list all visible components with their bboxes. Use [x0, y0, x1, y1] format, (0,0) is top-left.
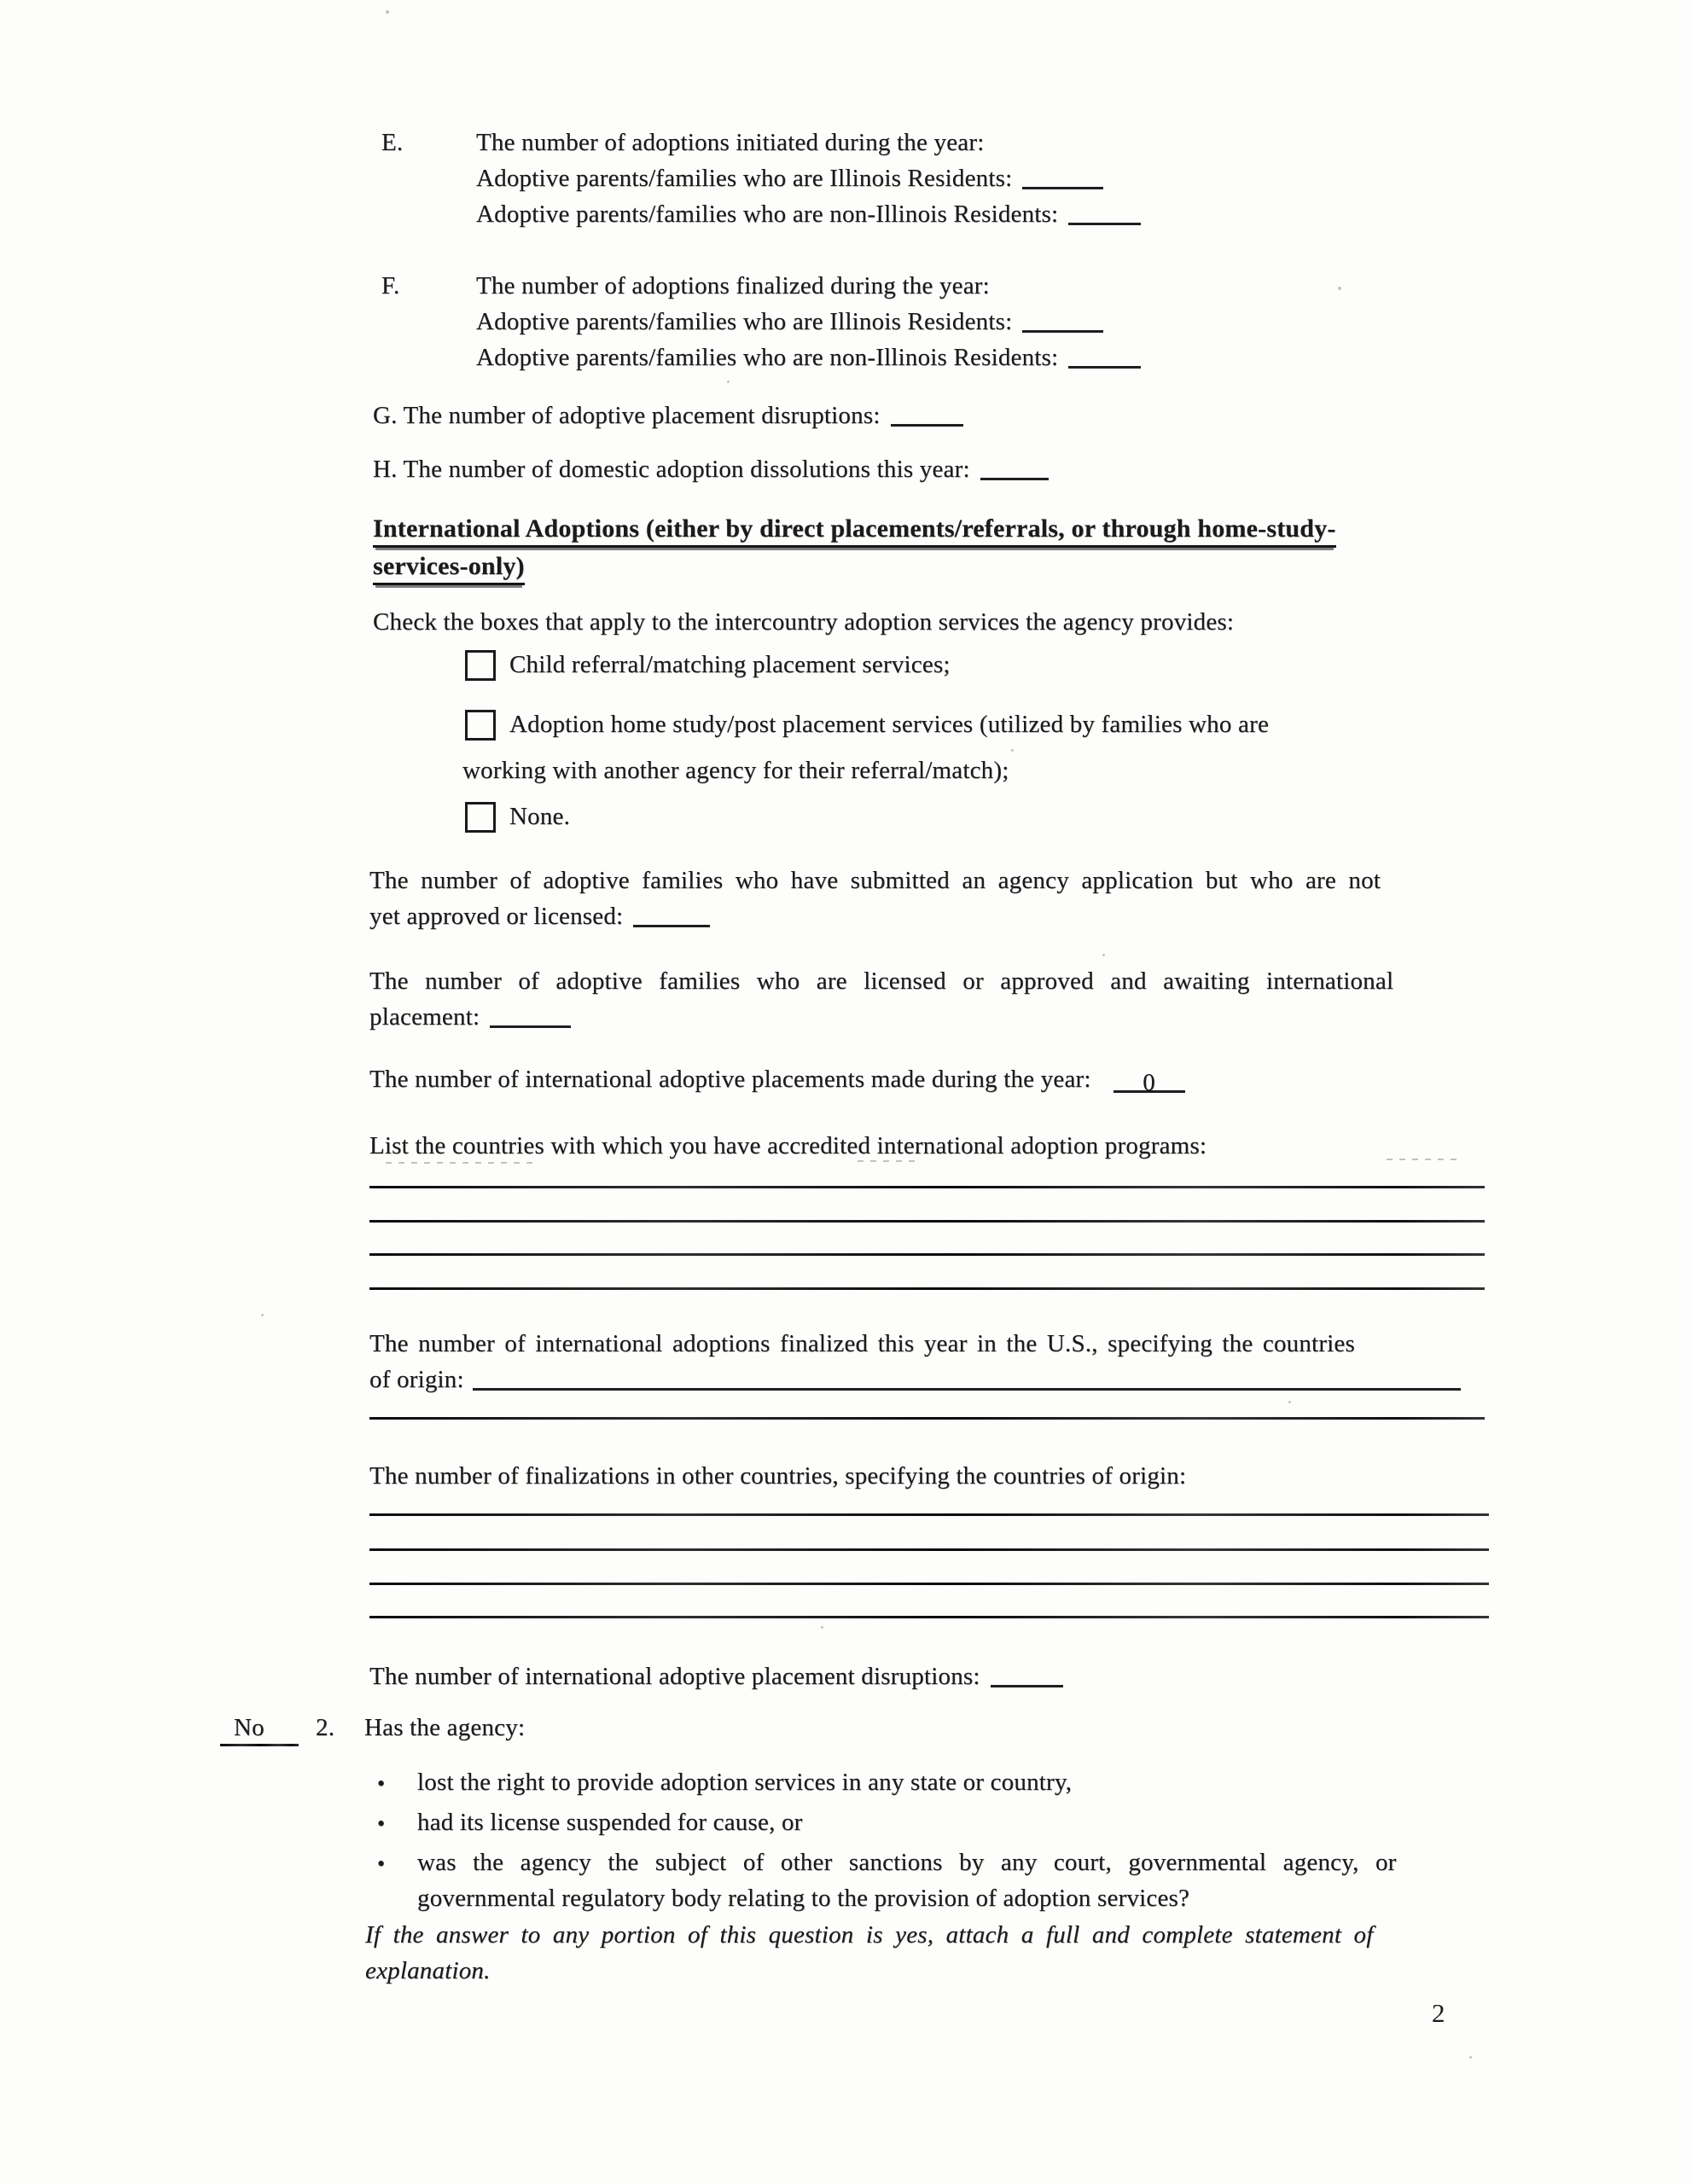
question2-bullet1: lost the right to provide adoption services in any state or country,: [417, 1769, 1073, 1796]
other-finalizations-write-line[interactable]: [369, 1616, 1489, 1618]
question2-answer-line[interactable]: [220, 1744, 299, 1746]
scan-speck: [1469, 2056, 1472, 2059]
scan-speck: [727, 380, 730, 383]
item-f-non-illinois-row: [476, 343, 1141, 372]
bullet-icon: •: [377, 1851, 386, 1876]
awaiting-line2: placement:: [369, 1003, 480, 1031]
us-finalized-line2: of origin:: [369, 1366, 464, 1393]
not-approved-line1: The number of adoptive families who have submitted an agency application but who are not: [369, 867, 1381, 894]
placements-blank[interactable]: [1113, 1068, 1185, 1096]
question2-number: 2.: [316, 1714, 335, 1741]
question2-intro: Has the agency:: [364, 1714, 526, 1741]
question2-bullet3-line1: was the agency the subject of other sanctions by any court, governmental agency, or: [417, 1849, 1397, 1876]
question2-bullet3-line2: governmental regulatory body relating to the provision of adoption services?: [417, 1885, 1190, 1912]
item-h-row: [373, 455, 1049, 484]
scan-artifact-dashes: [1387, 1159, 1459, 1160]
scan-speck: [1011, 749, 1014, 752]
intl-disruptions-row: [369, 1662, 1063, 1691]
scan-artifact-dashes: [858, 1160, 917, 1162]
question2-answer: No: [234, 1714, 265, 1741]
intl-heading-line1: International Adoptions (either by direct placements/referrals, or through home-study-: [373, 514, 1336, 548]
us-finalized-blank[interactable]: [473, 1366, 1461, 1391]
item-e-illinois-label: Adoptive parents/families who are Illinois Residents:: [476, 165, 1013, 192]
item-e-illinois-blank[interactable]: [1022, 165, 1103, 189]
item-e-illinois-row: [476, 164, 1103, 193]
item-e-non-illinois-row: [476, 200, 1141, 229]
countries-write-line[interactable]: [369, 1253, 1485, 1256]
checkbox-row-child-referral: [465, 648, 951, 681]
item-e-title: The number of adoptions initiated during the year:: [476, 129, 985, 156]
checkbox-home-study-label-line2: working with another agency for their referral/match);: [462, 757, 1009, 784]
intl-disruptions-text: The number of international adoptive placement disruptions:: [369, 1663, 980, 1690]
awaiting-row2: [369, 1002, 571, 1031]
other-finalizations-text: The number of finalizations in other countries, specifying the countries of origin:: [369, 1462, 1187, 1490]
checkbox-home-study[interactable]: [465, 710, 496, 741]
placements-value: 0: [1143, 1069, 1155, 1096]
item-f-illinois-blank[interactable]: [1022, 308, 1103, 333]
awaiting-blank[interactable]: [490, 1003, 571, 1028]
scan-speck: [1288, 1401, 1291, 1403]
item-f-non-illinois-label: Adoptive parents/families who are non-Illinois Residents:: [476, 344, 1059, 371]
us-finalized-row2: [369, 1365, 1461, 1394]
item-f-label: F.: [381, 272, 400, 299]
item-g-blank[interactable]: [891, 402, 963, 427]
item-h-blank[interactable]: [980, 456, 1049, 480]
question2-note-line1: If the answer to any portion of this question is yes, attach a full and complete statement of: [365, 1921, 1374, 1949]
us-finalized-write-line[interactable]: [369, 1417, 1485, 1420]
question2-note-line2: explanation.: [365, 1957, 491, 1984]
scan-speck: [821, 1626, 823, 1629]
item-f-illinois-row: [476, 307, 1103, 336]
placements-text: The number of international adoptive placements made during the year:: [369, 1066, 1091, 1093]
bullet-icon: •: [377, 1811, 386, 1836]
checkbox-none[interactable]: [465, 802, 496, 833]
item-f-non-illinois-blank[interactable]: [1068, 344, 1141, 369]
checkbox-row-none: [465, 800, 570, 833]
countries-write-line[interactable]: [369, 1186, 1485, 1188]
item-f-title: The number of adoptions finalized during the year:: [476, 272, 990, 299]
placements-row: [369, 1065, 1185, 1094]
item-e-non-illinois-blank[interactable]: [1068, 200, 1141, 225]
item-e-label: E.: [381, 129, 404, 156]
item-g-row: [373, 401, 963, 430]
item-e-non-illinois-label: Adoptive parents/families who are non-Illinois Residents:: [476, 200, 1059, 228]
item-h-text: H. The number of domestic adoption dissolutions this year:: [373, 456, 970, 483]
intl-heading-line1-wrap: [373, 514, 1336, 543]
countries-write-line[interactable]: [369, 1220, 1485, 1223]
bullet-icon: •: [377, 1771, 386, 1796]
scan-speck: [1338, 287, 1341, 290]
intl-heading-line2-wrap: [373, 552, 525, 581]
not-approved-blank[interactable]: [633, 903, 710, 927]
scan-speck: [386, 10, 389, 14]
us-finalized-line1: The number of international adoptions finalized this year in the U.S., specifying the countries: [369, 1330, 1355, 1357]
scan-artifact-dashes: [386, 1162, 535, 1164]
checkbox-child-referral-label: Child referral/matching placement services;: [509, 651, 951, 678]
not-approved-line2: yet approved or licensed:: [369, 903, 624, 930]
item-g-text: G. The number of adoptive placement disruptions:: [373, 402, 881, 429]
scan-speck: [261, 1314, 264, 1316]
intl-heading-line2: services-only): [373, 552, 525, 585]
intl-disruptions-blank[interactable]: [991, 1663, 1063, 1687]
countries-write-line[interactable]: [369, 1287, 1485, 1290]
awaiting-line1: The number of adoptive families who are licensed or approved and awaiting international: [369, 967, 1394, 995]
list-countries-text: List the countries with which you have accredited international adoption programs:: [369, 1132, 1207, 1159]
other-finalizations-write-line[interactable]: [369, 1548, 1489, 1551]
checkbox-child-referral[interactable]: [465, 650, 496, 681]
checkbox-row-home-study: [465, 708, 1269, 741]
not-approved-row2: [369, 902, 710, 931]
checkbox-none-label: None.: [509, 803, 571, 830]
page-number: 2: [1432, 1998, 1445, 2028]
other-finalizations-write-line[interactable]: [369, 1513, 1489, 1516]
question2-bullet2: had its license suspended for cause, or: [417, 1809, 803, 1836]
scan-speck: [1102, 954, 1105, 956]
other-finalizations-write-line[interactable]: [369, 1583, 1489, 1585]
checkbox-intro: Check the boxes that apply to the intercountry adoption services the agency provides:: [373, 608, 1235, 636]
item-f-illinois-label: Adoptive parents/families who are Illinois Residents:: [476, 308, 1013, 335]
checkbox-home-study-label-line1: Adoption home study/post placement services (utilized by families who are: [509, 711, 1270, 738]
